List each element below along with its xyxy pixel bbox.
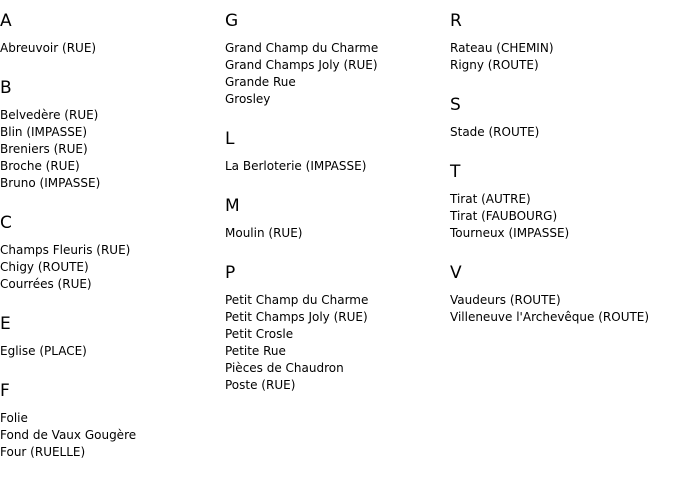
street-link[interactable]: Rigny (ROUTE)	[450, 58, 539, 72]
letter-heading: P	[225, 263, 236, 283]
street-list	[0, 343, 225, 360]
street-list	[450, 40, 675, 74]
street-link[interactable]: Vaudeurs (ROUTE)	[450, 293, 561, 307]
street-list	[450, 191, 675, 242]
letter-heading: T	[450, 162, 461, 182]
street-list	[225, 292, 450, 394]
letter-group	[450, 94, 675, 141]
letter-group	[0, 212, 225, 293]
street-list	[0, 107, 225, 192]
street-link[interactable]: Four (RUELLE)	[0, 445, 86, 459]
letter-group	[225, 195, 450, 242]
street-link[interactable]: Fond de Vaux Gougère	[0, 428, 137, 442]
letter-heading: L	[225, 129, 235, 149]
letter-heading: V	[450, 263, 462, 283]
street-link[interactable]: Courrées (RUE)	[0, 277, 92, 291]
index-column	[225, 10, 450, 414]
letter-heading: F	[0, 381, 10, 401]
street-link[interactable]: Chigy (ROUTE)	[0, 260, 89, 274]
letter-group	[450, 10, 675, 74]
letter-group	[0, 313, 225, 360]
street-link[interactable]: Petit Champ du Charme	[225, 293, 369, 307]
street-link[interactable]: Villeneuve l'Archevêque (ROUTE)	[450, 310, 650, 324]
street-link[interactable]: Breniers (RUE)	[0, 142, 88, 156]
street-link[interactable]: Rateau (CHEMIN)	[450, 41, 554, 55]
letter-group	[225, 128, 450, 175]
letter-heading: G	[225, 11, 239, 31]
street-link[interactable]: Bruno (IMPASSE)	[0, 176, 101, 190]
letter-group	[450, 161, 675, 242]
letter-heading: A	[0, 11, 12, 31]
letter-group	[0, 10, 225, 57]
street-link[interactable]: Broche (RUE)	[0, 159, 80, 173]
letter-group	[225, 10, 450, 108]
letter-group	[0, 77, 225, 192]
letter-heading: R	[450, 11, 462, 31]
letter-group	[0, 380, 225, 461]
street-list	[225, 225, 450, 242]
street-list	[225, 40, 450, 108]
street-list	[0, 410, 225, 461]
street-link[interactable]: Petit Crosle	[225, 327, 294, 341]
street-list	[450, 292, 675, 326]
street-link[interactable]: Grand Champs Joly (RUE)	[225, 58, 378, 72]
index-column	[0, 10, 225, 481]
street-link[interactable]: Grand Champ du Charme	[225, 41, 379, 55]
street-link[interactable]: Poste (RUE)	[225, 378, 296, 392]
street-list	[225, 158, 450, 175]
letter-heading: M	[225, 196, 240, 216]
street-link[interactable]: Blin (IMPASSE)	[0, 125, 88, 139]
letter-group	[450, 262, 675, 326]
street-link[interactable]: Abreuvoir (RUE)	[0, 41, 97, 55]
street-link[interactable]: Stade (ROUTE)	[450, 125, 540, 139]
letter-heading: S	[450, 95, 461, 115]
street-link[interactable]: Tourneux (IMPASSE)	[450, 226, 570, 240]
letter-heading: C	[0, 213, 12, 233]
street-link[interactable]: La Berloterie (IMPASSE)	[225, 159, 367, 173]
street-link[interactable]: Moulin (RUE)	[225, 226, 303, 240]
index-column	[450, 10, 675, 346]
letter-heading: E	[0, 314, 11, 334]
street-link[interactable]: Petit Champs Joly (RUE)	[225, 310, 368, 324]
letter-heading: B	[0, 78, 12, 98]
street-list	[0, 242, 225, 293]
street-link[interactable]: Belvedère (RUE)	[0, 108, 99, 122]
street-link[interactable]: Grande Rue	[225, 75, 296, 89]
street-list	[0, 40, 225, 57]
street-link[interactable]: Tirat (FAUBOURG)	[450, 209, 558, 223]
street-link[interactable]: Eglise (PLACE)	[0, 344, 87, 358]
street-link[interactable]: Pièces de Chaudron	[225, 361, 344, 375]
street-link[interactable]: Folie	[0, 411, 28, 425]
street-link[interactable]: Grosley	[225, 92, 271, 106]
street-link[interactable]: Tirat (AUTRE)	[450, 192, 531, 206]
street-link[interactable]: Petite Rue	[225, 344, 286, 358]
street-list	[450, 124, 675, 141]
letter-group	[225, 262, 450, 394]
street-link[interactable]: Champs Fleuris (RUE)	[0, 243, 131, 257]
